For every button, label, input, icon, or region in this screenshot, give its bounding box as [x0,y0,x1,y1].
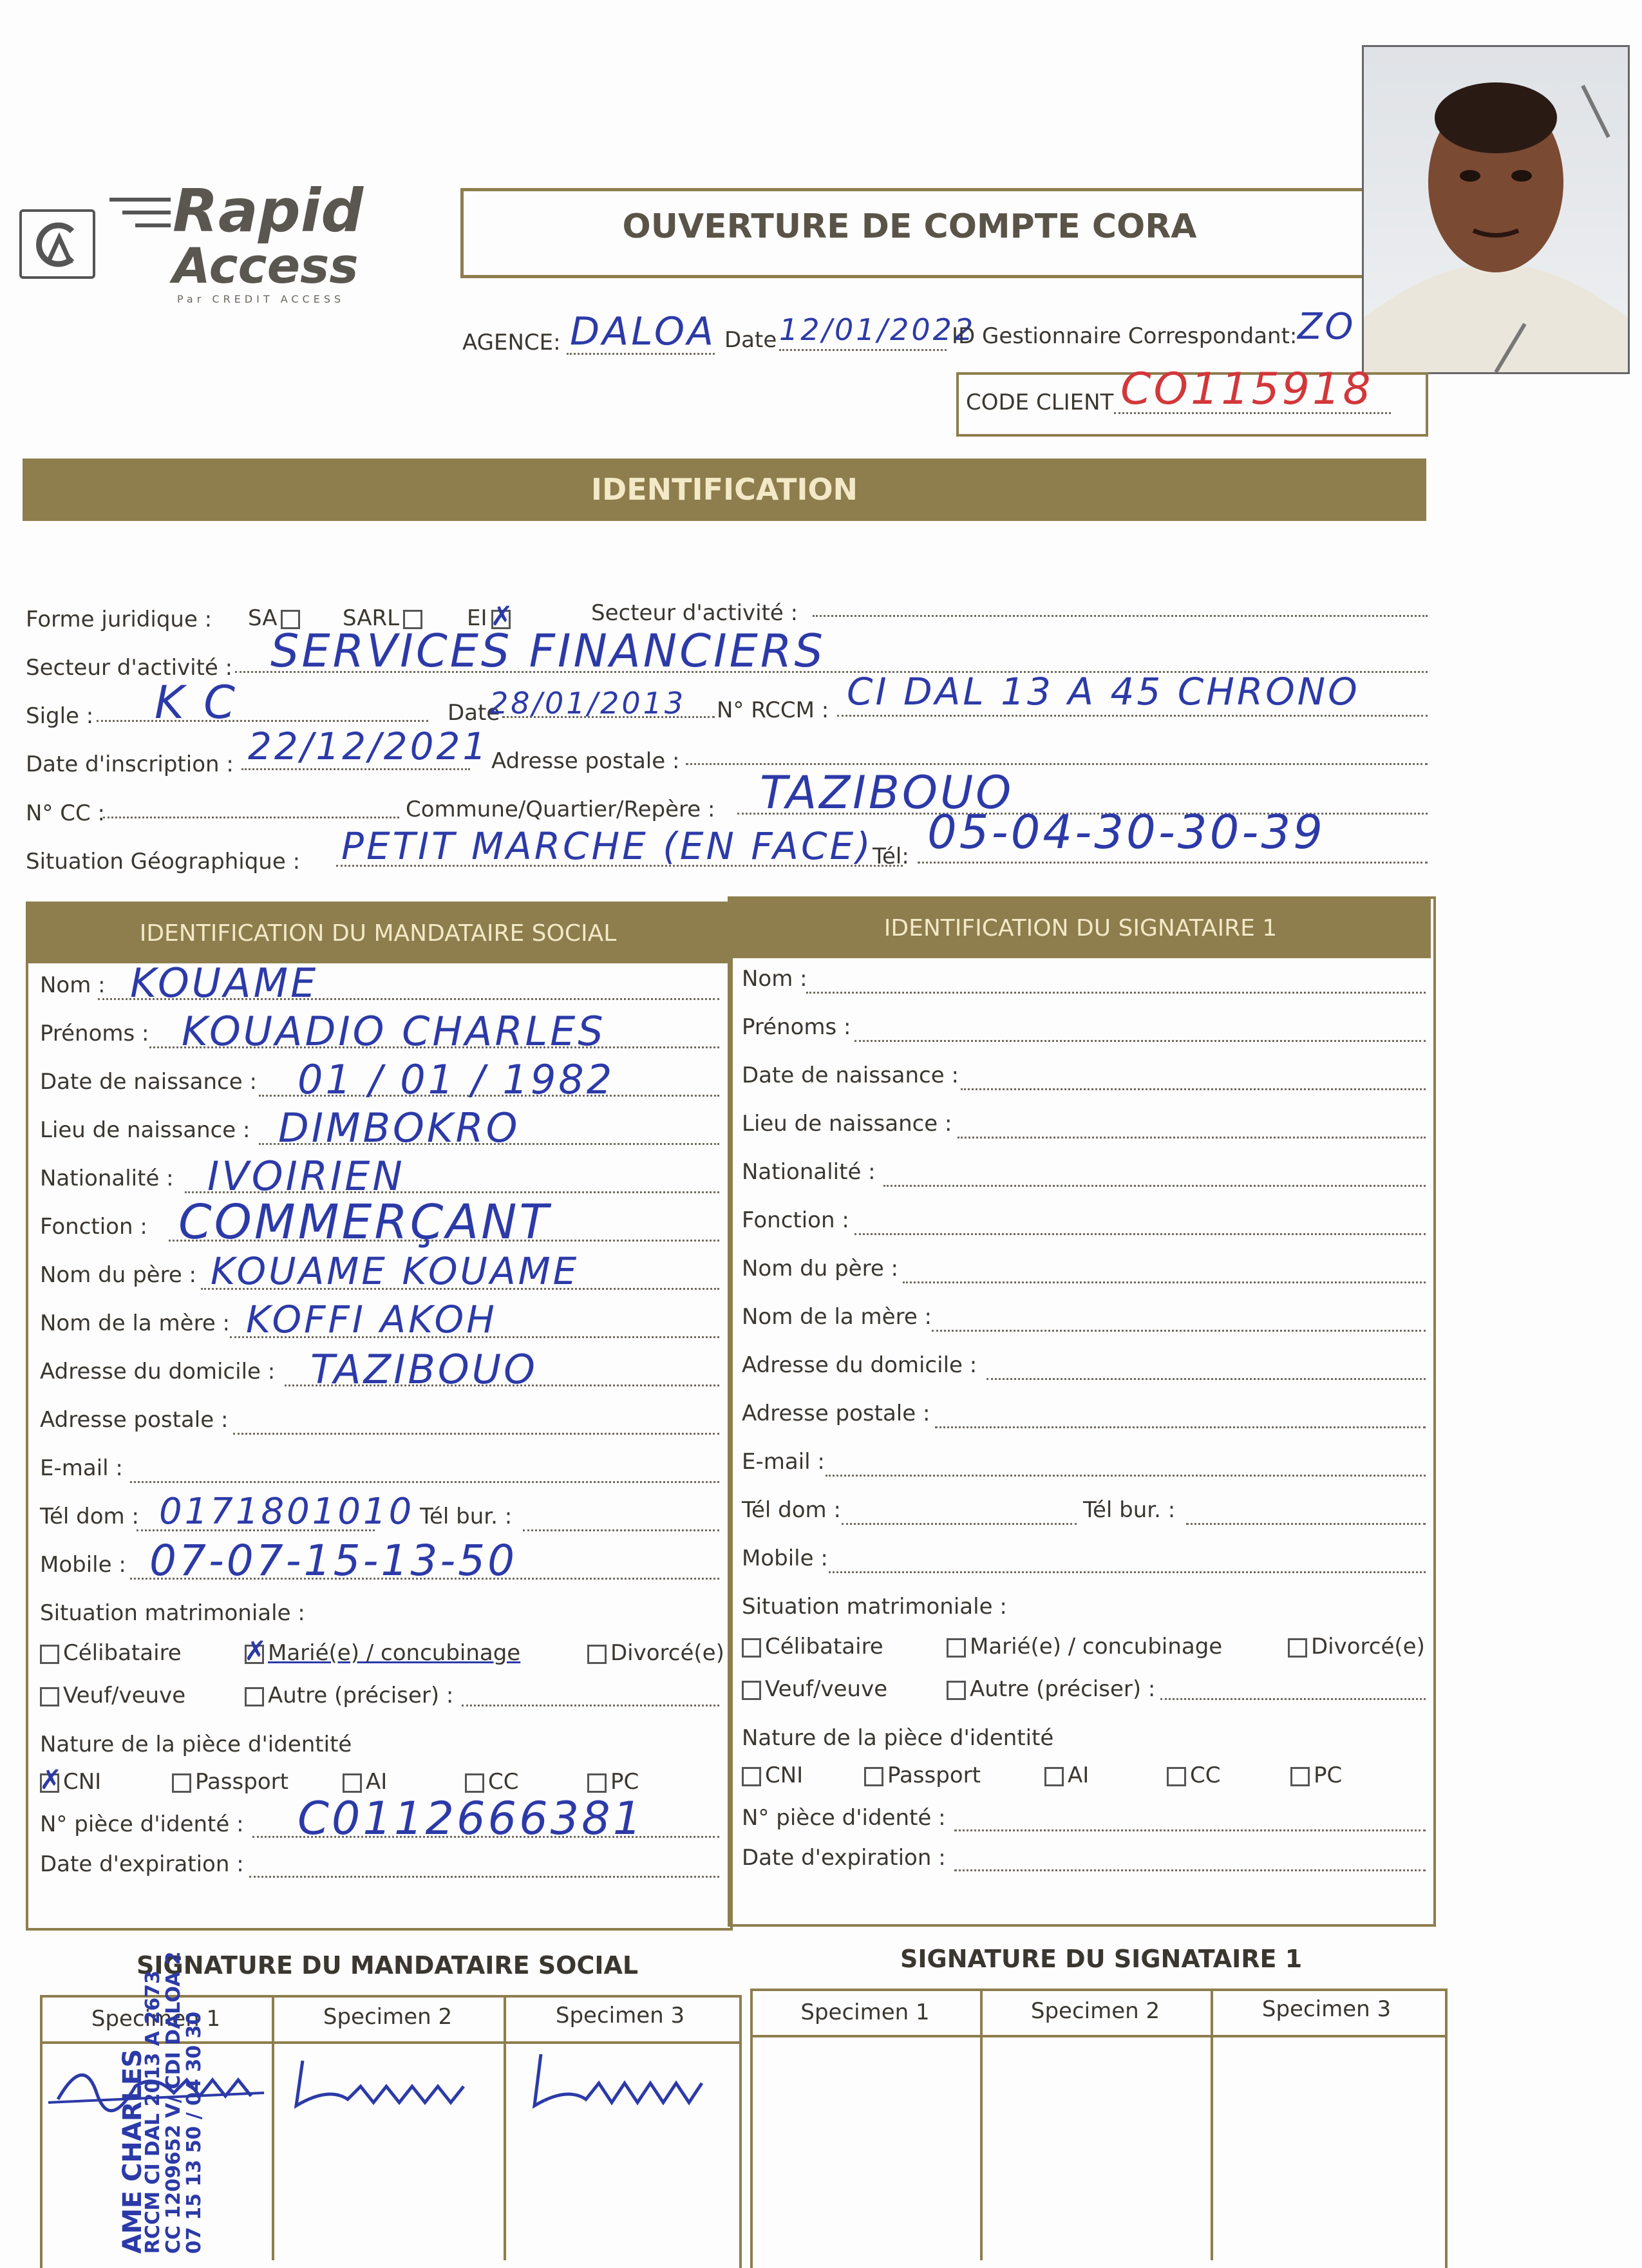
signataire-cni-option[interactable] [742,1762,803,1788]
field-line [932,1330,1426,1332]
ai-text: AI [366,1769,388,1795]
cni-checkbox[interactable] [742,1767,761,1786]
celibataire-text: Célibataire [765,1634,883,1659]
gestionnaire-label: ID Gestionnaire Correspondant: [952,323,1298,349]
signataire-situation-label: Situation matrimoniale : [742,1594,1007,1620]
field-line [130,1481,719,1483]
table-divider [750,2035,1445,2037]
signataire-situation-row [742,1594,1426,1634]
stamp-line: 07 15 13 50 / 04 30 30 [183,2011,205,2254]
signataire-field-row [742,1207,1426,1256]
signataire-cc-option[interactable] [1167,1762,1220,1788]
signataire-field-row [742,1401,1426,1449]
logo-mark-icon [22,212,93,276]
field-line [523,1529,719,1531]
signataire-tel-dom-label: Tél dom : [742,1497,841,1523]
veuf-checkbox[interactable] [40,1687,59,1706]
mandataire-situation-options [40,1640,722,1683]
inscription-label: Date d'inscription : [26,751,234,777]
signataire-nom-label: Nom : [742,966,807,992]
celibataire-checkbox[interactable] [742,1638,761,1658]
passport-checkbox[interactable] [172,1773,191,1793]
mandataire-pere-label: Nom du père : [40,1262,197,1288]
inscription-line [241,768,470,770]
signataire-mere-label: Nom de la mère : [742,1304,932,1330]
cc-text: CC [1190,1762,1221,1788]
field-line [854,1233,1426,1235]
passport-checkbox[interactable] [864,1767,883,1786]
signataire-divorce-option[interactable] [1288,1634,1425,1659]
signataire-marie-option[interactable] [947,1634,1222,1659]
signataire-field-row [742,1449,1426,1497]
signataire-situation-options [742,1634,1426,1676]
mandataire-num-piece-value: C0112666381 [297,1792,645,1845]
autre-text: Autre (préciser) : [970,1676,1156,1702]
mandataire-prenoms-value: KOUADIO CHARLES [182,1008,606,1055]
signataire-field-row [742,1304,1426,1352]
pc-checkbox[interactable] [1290,1767,1310,1786]
field-line [961,1088,1426,1090]
signataire-veuf-option[interactable] [742,1676,887,1702]
mandataire-nom-value: KOUAME [130,959,319,1006]
mandataire-situation-row [40,1600,722,1640]
pc-text: PC [610,1769,639,1795]
table-divider [272,1995,274,2260]
field-line [903,1281,1426,1283]
secteur-label-top: Secteur d'activité : [591,600,798,626]
mandataire-pere-value: KOUAME KOUAME [211,1249,580,1293]
sigle-date-value: 28/01/2013 [489,686,686,721]
mandataire-domicile-label: Adresse du domicile : [40,1359,276,1384]
person-photo-icon [1364,47,1628,372]
signataire-field-row [742,1352,1426,1401]
table-divider [504,1995,506,2260]
signataire-field-row [742,966,1426,1014]
situation-geo-value: PETIT MARCHE (EN FACE) [341,824,873,868]
code-client-label: CODE CLIENT [966,390,1114,415]
cc-text: CC [488,1769,519,1795]
mandataire-tel-bur-label: Tél bur. : [420,1504,513,1529]
field-line [954,1869,1426,1871]
adresse-postale-line [686,763,1428,765]
cni-text: CNI [63,1769,102,1795]
table-divider [1211,1989,1213,2260]
cc-checkbox[interactable] [465,1773,484,1793]
signataire-tel-bur-label: Tél bur. : [1083,1497,1176,1523]
marie-checkbox[interactable] [245,1645,264,1664]
divorce-text: Divorcé(e) [610,1640,724,1666]
stamp-line: AME CHARLES [118,2048,147,2254]
signataire-field-row [742,1014,1426,1063]
field-line [842,1523,1077,1525]
veuf-checkbox[interactable] [742,1681,761,1700]
signataire-situation-options2 [742,1676,1426,1725]
signataire-pere-label: Nom du père : [742,1256,899,1281]
celibataire-checkbox[interactable] [40,1645,59,1664]
signature-scribble-2-icon [283,2048,496,2125]
tel-label: Tél: [873,844,909,869]
mandataire-veuf-option[interactable] [40,1683,185,1708]
adresse-postale-label: Adresse postale : [491,748,680,774]
signataire-tel-row [742,1497,1426,1545]
signataire-ai-option[interactable] [1044,1762,1089,1788]
signataire-mobile-row [742,1545,1426,1594]
mandataire-marie-option[interactable] [245,1640,520,1666]
agence-label: AGENCE: [462,330,561,355]
signataire-specimen-2-label: Specimen 2 [1030,1998,1160,2024]
mandataire-cni-option[interactable] [40,1769,101,1795]
signataire-fields [742,966,1426,1885]
signataire-specimen-3-label: Specimen 3 [1261,1996,1392,2022]
mandataire-pc-option[interactable] [587,1769,639,1795]
signataire-num-piece-row [742,1805,1426,1845]
field-line [854,1040,1426,1042]
signataire-prenoms-label: Prénoms : [742,1014,851,1040]
gestionnaire-value: ZO [1298,306,1356,348]
mandataire-mere-label: Nom de la mère : [40,1310,231,1336]
celibataire-text: Célibataire [63,1640,182,1666]
passport-text: Passport [195,1769,288,1795]
forme-sa-text: SA [248,605,278,631]
signataire-lieu-label: Lieu de naissance : [742,1111,952,1137]
field-line [935,1426,1426,1428]
commune-value: TAZIBOUO [760,766,1014,819]
signature-scribble-3-icon [515,2041,728,2125]
header-date-value: 12/01/2022 [779,312,976,347]
code-client-value: CO115918 [1120,364,1373,415]
signataire-celibataire-option[interactable] [742,1634,883,1659]
field-line [806,992,1426,994]
signataire-pc-option[interactable] [1290,1762,1342,1788]
signataire-header: IDENTIFICATION DU SIGNATAIRE 1 [730,899,1431,958]
forme-sarl-text: SARL [343,605,400,631]
signataire-num-piece-label: N° pièce d'identé : [742,1805,946,1831]
field-line [883,1185,1426,1187]
mandataire-piece-row [40,1732,722,1769]
agence-value: DALOA [570,309,717,354]
mandataire-situation-options2 [40,1683,722,1732]
mandataire-tel-dom-value: 0171801010 [159,1491,415,1533]
stamp-line: RCCM CI DAL 2013 A 2673 [142,1970,164,2254]
sigle-line [97,720,428,722]
mandataire-lieu-label: Lieu de naissance : [40,1117,250,1143]
signataire-field-row [742,1111,1426,1159]
mandataire-mere-value: KOFFI AKOH [246,1298,497,1341]
forme-ei-text: EI [467,605,487,631]
mandataire-signature-title: SIGNATURE DU MANDATAIRE SOCIAL [137,1951,639,1980]
signataire-mobile-label: Mobile : [742,1545,828,1571]
field-line [1160,1698,1426,1700]
mandataire-fonction-value: COMMERÇANT [178,1195,551,1250]
mandataire-naissance-value: 01 / 01 / 1982 [297,1056,615,1103]
mandataire-domicile-value: TAZIBOUO [310,1346,538,1393]
mandataire-celibataire-option[interactable] [40,1640,182,1666]
veuf-text: Veuf/veuve [765,1676,888,1702]
mandataire-nom-label: Nom : [40,972,106,998]
mandataire-specimen-2-label: Specimen 2 [323,2004,453,2030]
signataire-field-row [742,1256,1426,1304]
pc-text: PC [1314,1762,1343,1788]
signataire-piece-options [742,1762,1426,1805]
mandataire-ai-option[interactable] [343,1769,387,1795]
mandataire-num-piece-row [40,1792,722,1851]
inscription-value: 22/12/2021 [248,724,489,768]
mandataire-field-row [40,1346,722,1407]
autre-text: Autre (préciser) : [268,1683,454,1708]
ncc-line [103,817,399,818]
mandataire-expiration-label: Date d'expiration : [40,1851,244,1877]
field-line [233,1433,719,1435]
signataire-piece-label: Nature de la pièce d'identité [742,1725,1054,1751]
field-line [954,1829,1426,1831]
mandataire-fonction-label: Fonction : [40,1214,147,1240]
autre-checkbox[interactable] [245,1687,264,1706]
mandataire-lieu-value: DIMBOKRO [278,1104,520,1151]
commune-label: Commune/Quartier/Repère : [406,797,715,822]
mandataire-naissance-label: Date de naissance : [40,1069,257,1095]
ai-text: AI [1068,1762,1090,1788]
passport-text: Passport [887,1762,981,1788]
signataire-naissance-label: Date de naissance : [742,1063,959,1088]
signataire-domicile-label: Adresse du domicile : [742,1352,977,1378]
mandataire-specimen-1-label: Specimen 1 [91,2006,221,2032]
table-divider [980,1989,983,2260]
logo [19,209,95,279]
mandataire-field-row [40,1407,722,1455]
autre-checkbox[interactable] [947,1681,966,1700]
situation-geo-label: Situation Géographique : [26,849,301,874]
mandataire-email-label: E-mail : [40,1455,123,1481]
mandataire-nationalite-label: Nationalité : [40,1166,174,1191]
mandataire-autre-option[interactable] [245,1683,453,1708]
signataire-email-label: E-mail : [742,1449,825,1475]
signataire-expiration-label: Date d'expiration : [742,1845,946,1871]
mandataire-prenoms-label: Prénoms : [40,1021,149,1046]
signataire-signature-title: SIGNATURE DU SIGNATAIRE 1 [900,1945,1303,1973]
signataire-passport-option[interactable] [864,1762,981,1788]
rccm-label: N° RCCM : [717,697,829,723]
identification-band: IDENTIFICATION [23,458,1426,521]
field-line [986,1378,1426,1380]
photo [1362,45,1630,374]
field-line [249,1876,719,1878]
field-line [826,1475,1426,1477]
ai-checkbox[interactable] [343,1773,362,1793]
forme-label: Forme juridique : [26,607,212,632]
cc-checkbox[interactable] [1167,1767,1186,1786]
field-line [829,1571,1426,1573]
signataire-piece-row [742,1725,1426,1762]
mandataire-num-piece-label: N° pièce d'identé : [40,1811,244,1837]
mandataire-mobile-value: 07-07-15-13-50 [149,1536,518,1585]
brand-tagline: Par CREDIT ACCESS [177,293,345,305]
divorce-checkbox[interactable] [587,1645,607,1664]
mandataire-nationalite-value: IVOIRIEN [207,1153,405,1200]
sigle-date-label: Date [448,700,500,726]
brand-line2: Access [173,237,359,294]
secteur-line-top [813,615,1428,617]
marie-text: Marié(e) / concubinage [970,1634,1223,1659]
ncc-label: N° CC : [26,800,105,826]
secteur-label: Secteur d'activité : [26,655,233,681]
mandataire-divorce-option[interactable] [587,1640,724,1666]
mandataire-postale-label: Adresse postale : [40,1407,229,1433]
mandataire-passport-option[interactable] [172,1769,288,1795]
marie-checkbox[interactable] [947,1638,966,1658]
mandataire-specimen-3-label: Specimen 3 [555,2003,685,2028]
rccm-line [837,715,1428,717]
divorce-checkbox[interactable] [1288,1638,1307,1658]
signataire-nationalite-label: Nationalité : [742,1159,876,1185]
divorce-text: Divorcé(e) [1311,1634,1425,1659]
header-date-label: Date [724,327,777,353]
brand-name [173,176,364,294]
field-line [1186,1523,1426,1525]
field-line [462,1705,719,1706]
form-title: OUVERTURE DE COMPTE CORA [622,207,1197,246]
signataire-expiration-row [742,1845,1426,1885]
signataire-specimen-1-label: Specimen 1 [800,1999,930,2025]
cni-checkbox[interactable] [40,1773,59,1793]
brand-speed-lines-icon [103,193,174,238]
brand-line1: Rapid [173,176,364,245]
signataire-specimen-table [750,1989,1448,2268]
signataire-field-row [742,1063,1426,1111]
ai-checkbox[interactable] [1044,1767,1064,1786]
signataire-field-row [742,1159,1426,1207]
veuf-text: Veuf/veuve [63,1683,186,1708]
sigle-label: Sigle : [26,703,94,729]
marie-text: Marié(e) / concubinage [268,1640,521,1666]
mandataire-header: IDENTIFICATION DU MANDATAIRE SOCIAL [28,904,728,963]
tel-line [918,862,1428,864]
cni-text: CNI [765,1762,804,1788]
secteur-value: SERVICES FINANCIERS [270,625,826,677]
header-date-line [779,349,947,351]
signataire-postale-label: Adresse postale : [742,1401,930,1426]
mandataire-expiration-row [40,1851,722,1891]
pc-checkbox[interactable] [587,1773,607,1793]
stamp-line: CC 1209652 V/ CDI DALOA 2 [162,1951,185,2254]
mandataire-tel-dom-label: Tél dom : [40,1504,139,1529]
mandataire-situation-label: Situation matrimoniale : [40,1600,305,1626]
rccm-value: CI DAL 13 A 45 CHRONO [847,670,1360,713]
signataire-fonction-label: Fonction : [742,1207,849,1233]
mandataire-fields [40,959,724,1891]
sigle-value: K C [155,676,238,729]
mandataire-mobile-row [40,1536,722,1600]
mandataire-mobile-label: Mobile : [40,1552,126,1578]
tel-value: 05-04-30-30-39 [927,805,1326,859]
signataire-autre-option[interactable] [947,1676,1155,1702]
mandataire-cc-option[interactable] [465,1769,518,1795]
mandataire-piece-label: Nature de la pièce d'identité [40,1732,352,1757]
field-line [958,1137,1426,1139]
